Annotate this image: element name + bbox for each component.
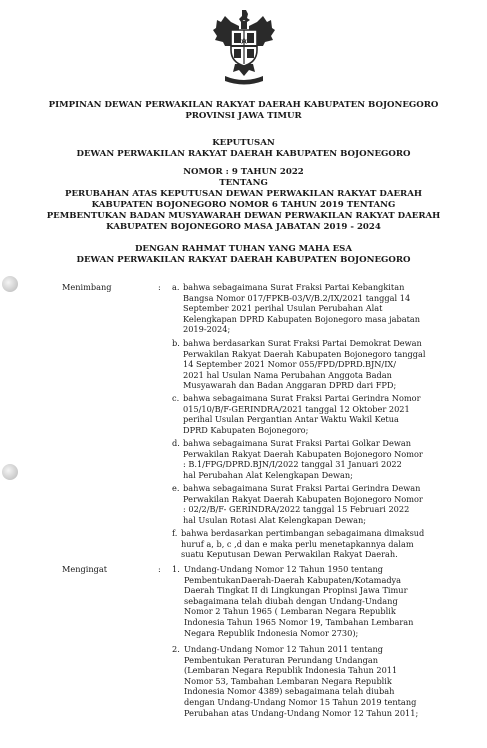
- list-marker: 2.: [172, 644, 180, 654]
- institution-title: PIMPINAN DEWAN PERWAKILAN RAKYAT DAERAH KABUPATEN BOJONEGORO: [48, 100, 439, 110]
- blessing-line: DEWAN PERWAKILAN RAKYAT DAERAH KABUPATEN BOJONEGORO: [76, 255, 411, 265]
- list-text: Undang-Undang Nomor 12 Tahun 1950 tentang PembentukanDaerah-Daerah Kabupaten/Kotamadya Daerah Tingkat II di Lingkungan Propinsi Jawa Timur sebagaimana telah diubah dengan Undang-Undang Nomor 2 Tahun 1965 ( Lembaran Negara Republik Indonesia Tahun 1965 Nomor 19, Tambahan Lembaran Negara Republik Indonesia Nomor 2730);: [184, 564, 414, 638]
- list-marker: d.: [172, 438, 180, 448]
- decree-about: TENTANG: [219, 178, 268, 188]
- menimbang-label: Menimbang: [62, 282, 112, 292]
- decree-label: KEPUTUSAN: [212, 138, 275, 148]
- decree-title-line: PEMBENTUKAN BADAN MUSYAWARAH DEWAN PERWAKILAN RAKYAT DAERAH: [46, 211, 441, 221]
- decree-title-line: KABUPATEN BOJONEGORO NOMOR 6 TAHUN 2019 TENTANG: [91, 200, 396, 210]
- section-colon: :: [158, 282, 161, 292]
- list-text: Undang-Undang Nomor 12 Tahun 2011 tentang Pembentukan Peraturan Perundang Undangan (Lembaran Negara Republik Indonesia Tahun 2011 Nomor 53, Tambahan Lembaran Negara Republik Indonesia Nomor 4389) sebagaimana telah diubah dengan Undang-Undang Nomor 15 Tahun 2019 tentang Perubahan atas Undang-Undang Nomor 12 Tahun 2011;: [184, 644, 419, 718]
- garuda-emblem-icon: [211, 8, 277, 86]
- decree-title-line: PERUBAHAN ATAS KEPUTUSAN DEWAN PERWAKILAN RAKYAT DAERAH: [64, 189, 422, 199]
- decree-number: NOMOR : 9 TAHUN 2022: [183, 167, 304, 177]
- decree-title-line: KABUPATEN BOJONEGORO MASA JABATAN 2019 - 2024: [106, 222, 381, 232]
- blessing-line: DENGAN RAHMAT TUHAN YANG MAHA ESA: [134, 244, 353, 254]
- binder-hole: [2, 276, 18, 292]
- list-text: bahwa sebagaimana Surat Fraksi Partai Golkar Dewan Perwakilan Rakyat Daerah Kabupaten Bojonegoro Nomor : B.1/FPG/DPRD.BJN/I/2022 tanggal 31 Januari 2022 hal Perubahan Alat Kelengkapan Dewan;: [183, 438, 423, 480]
- list-text: bahwa sebagaimana Surat Fraksi Partai Gerindra Nomor 015/10/B/F-GERINDRA/2021 tanggal 12 Oktober 2021 perihal Usulan Pergantian Antar Waktu Wakil Ketua DPRD Kabupaten Bojonegoro;: [183, 393, 421, 435]
- list-text: bahwa berdasarkan Surat Fraksi Partai Demokrat Dewan Perwakilan Rakyat Daerah Kabupaten Bojonegoro tanggal 14 September 2021 Nomor 055/FPD/DPRD.BJN/IX/ 2021 hal Usulan Nama Perubahan Anggota Badan Musyawarah dan Badan Anggaran DPRD dari FPD;: [183, 338, 426, 391]
- list-text: bahwa berdasarkan pertimbangan sebagaimana dimaksud huruf a, b, c ,d dan e maka perlu menetapkannya dalam suatu Keputusan Dewan Perwakilan Rakyat Daerah.: [181, 528, 425, 560]
- list-text: bahwa sebagaimana Surat Fraksi Partai Kebangkitan Bangsa Nomor 017/FPKB-03/V/B.2/IX/2021 tanggal 14 September 2021 perihal Usulan Perubahan Alat Kelengkapan DPRD Kabupaten Bojonegoro masa jabatan 2019-2024;: [183, 282, 421, 335]
- list-marker: 1.: [172, 564, 180, 574]
- decree-body: DEWAN PERWAKILAN RAKYAT DAERAH KABUPATEN BOJONEGORO: [76, 149, 411, 159]
- list-marker: b.: [172, 338, 180, 348]
- section-colon: :: [158, 564, 161, 574]
- list-marker: c.: [172, 393, 180, 403]
- binder-hole: [2, 464, 18, 480]
- province-title: PROVINSI JAWA TIMUR: [185, 111, 302, 121]
- mengingat-label: Mengingat: [62, 564, 108, 574]
- list-marker: a.: [172, 282, 180, 292]
- list-marker: e.: [172, 483, 180, 493]
- list-marker: f.: [172, 528, 178, 538]
- list-text: bahwa sebagaimana Surat Fraksi Partai Gerindra Dewan Perwakilan Rakyat Daerah Kabupaten Bojonegoro Nomor : 02/2/B/F- GERINDRA/2022 tanggal 15 Februari 2022 hal Usulan Rotasi Alat Kelengkapan Dewan;: [183, 483, 423, 525]
